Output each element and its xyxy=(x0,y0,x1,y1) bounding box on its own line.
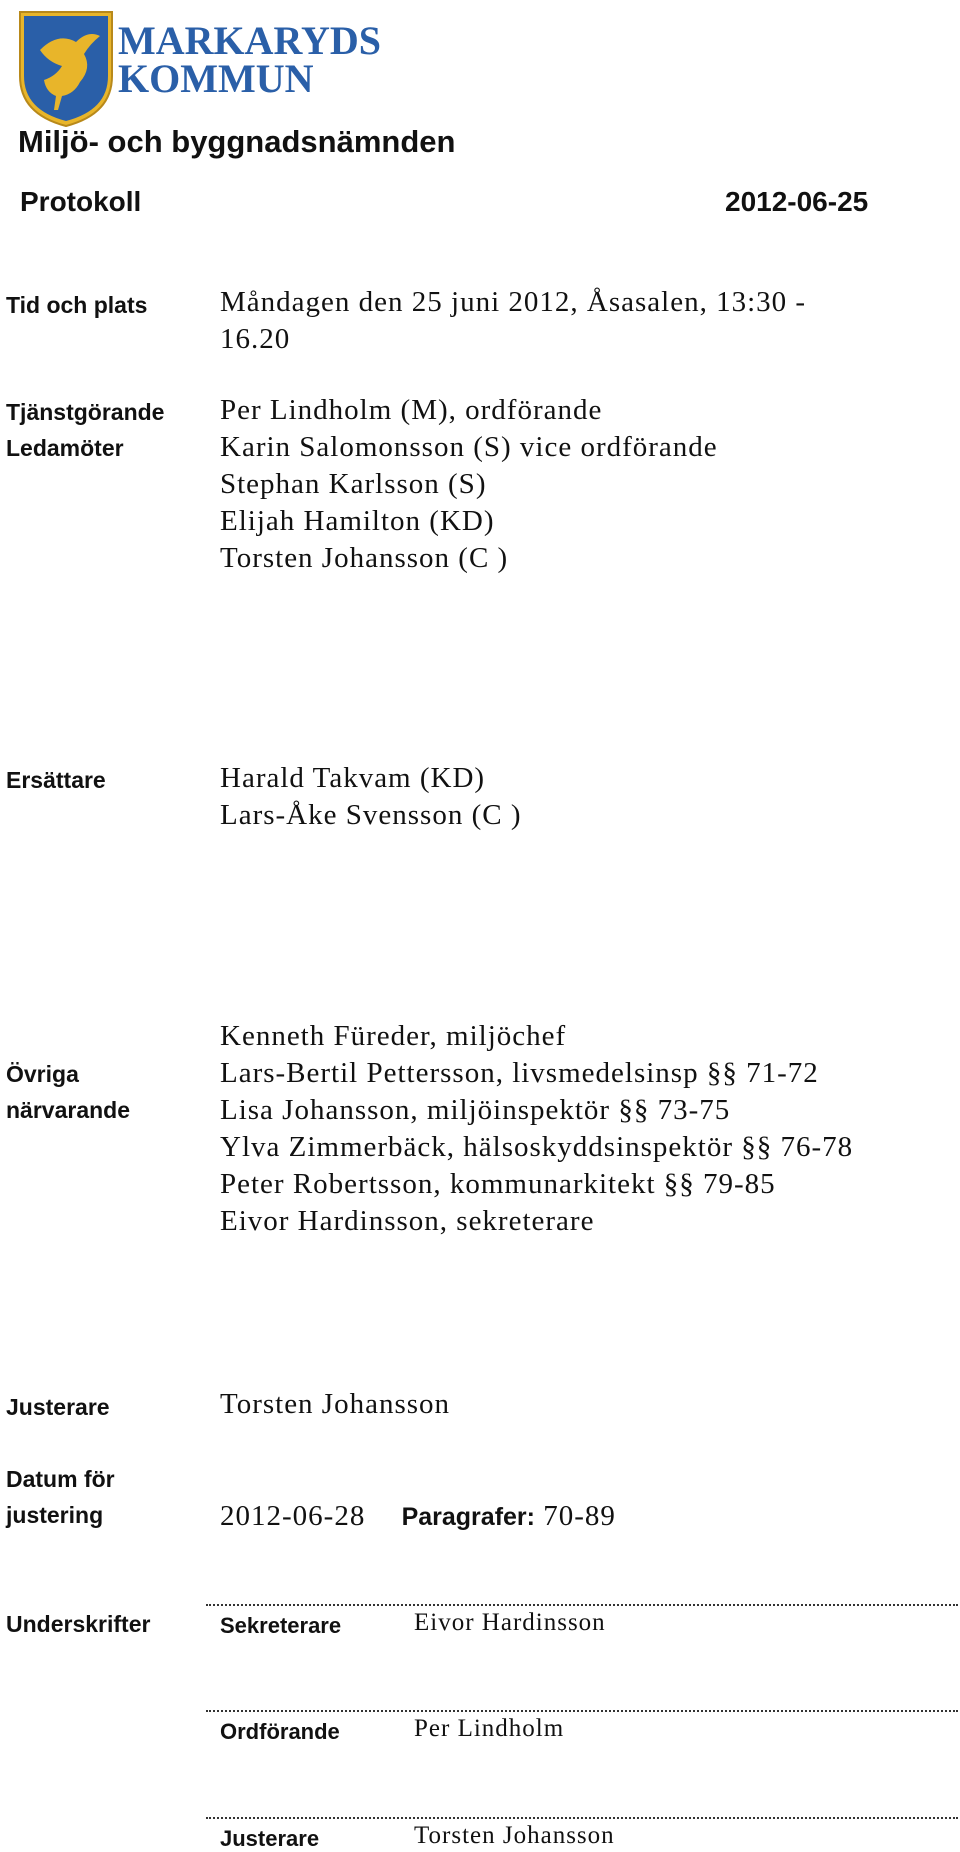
others-label-line1: Övriga xyxy=(6,1061,79,1087)
members-label-line1: Tjänstgörande xyxy=(6,399,165,425)
adjuster-name: Torsten Johansson xyxy=(220,1388,451,1420)
adjustment-date-label-line2: justering xyxy=(6,1502,104,1528)
substitute-name: Harald Takvam (KD) xyxy=(220,762,486,794)
other-attendee: Kenneth Füreder, miljöchef xyxy=(220,1020,567,1052)
paragraphs-value: 70-89 xyxy=(543,1500,616,1532)
other-attendee: Lisa Johansson, miljöinspektör §§ 73-75 xyxy=(220,1094,731,1126)
time-place-value xyxy=(220,284,806,358)
signature-line[interactable] xyxy=(206,1710,958,1712)
signature-role: Justerare xyxy=(220,1826,320,1851)
markaryd-logo xyxy=(18,10,402,128)
other-attendee: Peter Robertsson, kommunarkitekt §§ 79-85 xyxy=(220,1168,776,1200)
member-name: Torsten Johansson (C ) xyxy=(220,542,509,574)
time-place-line: Måndagen den 25 juni 2012, Åsasalen, 13:30 - xyxy=(220,286,807,318)
member-name: Stephan Karlsson (S) xyxy=(220,468,487,500)
adjustment-date: 2012-06-28 xyxy=(220,1500,366,1532)
document-type: Protokoll xyxy=(20,186,142,217)
substitutes-list xyxy=(220,760,521,834)
adjustment-date-row xyxy=(220,1498,616,1536)
members-label-line2: Ledamöter xyxy=(6,435,124,461)
coat-of-arms-icon xyxy=(20,12,112,126)
substitute-name: Lars-Åke Svensson (C ) xyxy=(220,799,522,831)
document-date: 2012-06-25 xyxy=(725,186,869,217)
substitutes-label: Ersättare xyxy=(6,767,106,793)
others-label xyxy=(6,1056,130,1128)
signature-role: Sekreterare xyxy=(220,1613,342,1638)
members-list xyxy=(220,392,718,577)
other-attendee: Lars-Bertil Pettersson, livsmedelsinsp §§ 71-72 xyxy=(220,1057,819,1089)
signature-role: Ordförande xyxy=(220,1719,340,1744)
signature-line[interactable] xyxy=(206,1604,958,1606)
member-name: Elijah Hamilton (KD) xyxy=(220,505,495,537)
other-attendee: Ylva Zimmerbäck, hälsoskyddsinspektör §§ 76-78 xyxy=(220,1131,854,1163)
committee-title: Miljö- och byggnadsnämnden xyxy=(18,124,456,159)
others-list xyxy=(220,1018,853,1240)
logo-text-line2: KOMMUN xyxy=(118,56,314,101)
signatures-label: Underskrifter xyxy=(6,1611,151,1637)
adjustment-date-label xyxy=(6,1461,115,1533)
members-label xyxy=(6,394,164,466)
time-place-line: 16.20 xyxy=(220,323,291,355)
paragraphs-label: Paragrafer: xyxy=(401,1503,535,1531)
other-attendee: Eivor Hardinsson, sekreterare xyxy=(220,1205,595,1237)
signature-name: Per Lindholm xyxy=(414,1715,565,1742)
adjustment-date-label-line1: Datum för xyxy=(6,1466,115,1492)
adjuster-label: Justerare xyxy=(6,1394,110,1420)
signature-name: Torsten Johansson xyxy=(414,1822,615,1849)
member-name: Per Lindholm (M), ordförande xyxy=(220,394,603,426)
member-name: Karin Salomonsson (S) vice ordförande xyxy=(220,431,718,463)
signature-line[interactable] xyxy=(206,1817,958,1819)
others-label-line2: närvarande xyxy=(6,1097,131,1123)
time-place-label: Tid och plats xyxy=(6,292,148,318)
signature-name: Eivor Hardinsson xyxy=(414,1609,606,1636)
logo-text-line1: MARKARYDS xyxy=(118,18,382,63)
